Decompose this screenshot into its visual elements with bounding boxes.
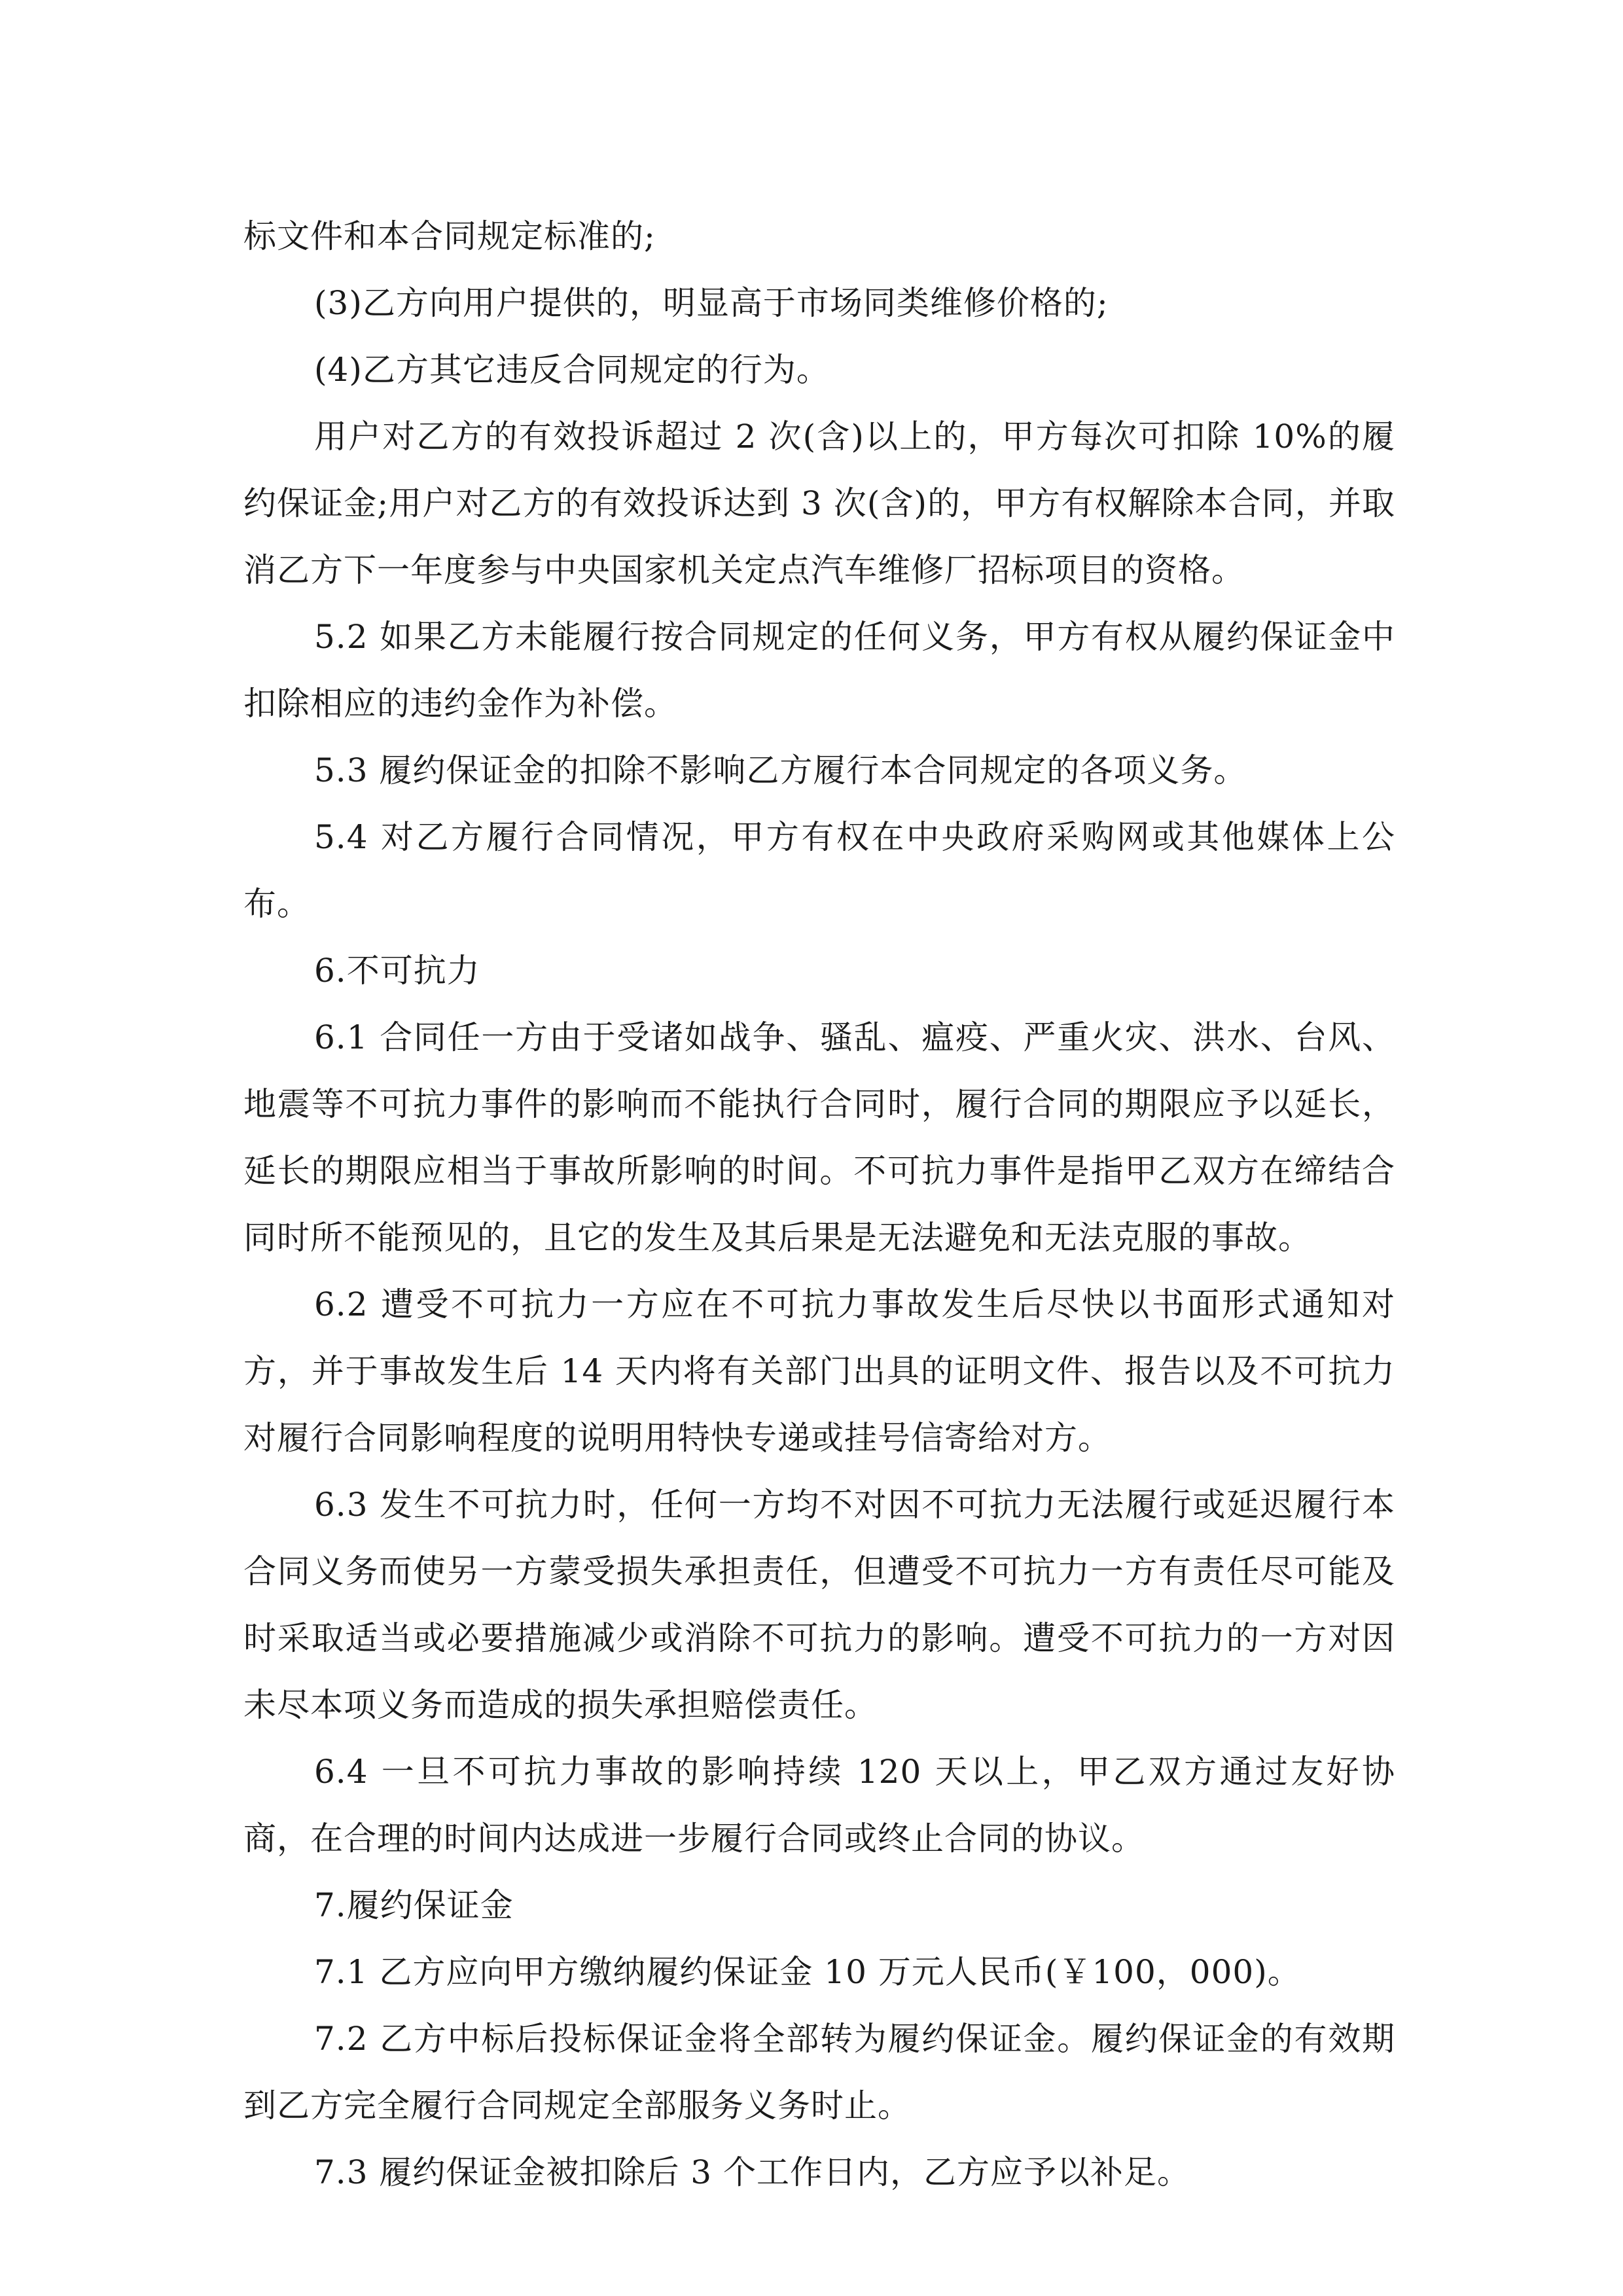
paragraph-item-3: (3)乙方向用户提供的，明显高于市场同类维修价格的; [314, 284, 1109, 322]
clause-6-3: 6.3 发生不可抗力时，任何一方均不对因不可抗力无法履行或延迟履行本合同义务而使另一方蒙受损失承担责任，但遭受不可抗力一方有责任尽可能及时采取适当或必要措施减少或消除不可抗力的影响。遭受不可抗力的一方对因未尽本项义务而造成的损失承担赔偿责任。 [243, 1486, 1395, 1724]
clause-5-2: 5.2 如果乙方未能履行按合同规定的任何义务，甲方有权从履约保证金中扣除相应的违约金作为补偿。 [243, 618, 1395, 723]
clause-7-2: 7.2 乙方中标后投标保证金将全部转为履约保证金。履约保证金的有效期到乙方完全履行合同规定全部服务义务时止。 [243, 2020, 1395, 2125]
clause-5-4: 5.4 对乙方履行合同情况，甲方有权在中央政府采购网或其他媒体上公布。 [243, 818, 1395, 923]
paragraph-item-4: (4)乙方其它违反合同规定的行为。 [314, 351, 830, 389]
clause-5-3: 5.3 履约保证金的扣除不影响乙方履行本合同规定的各项义务。 [314, 751, 1247, 789]
clause-6-4: 6.4 一旦不可抗力事故的影响持续 120 天以上，甲乙双方通过友好协商，在合理的时间内达成进一步履行合同或终止合同的协议。 [243, 1753, 1395, 1857]
clause-7-1: 7.1 乙方应向甲方缴纳履约保证金 10 万元人民币(￥100，000)。 [314, 1953, 1301, 1991]
clause-6-2: 6.2 遭受不可抗力一方应在不可抗力事故发生后尽快以书面形式通知对方，并于事故发生后 14 天内将有关部门出具的证明文件、报告以及不可抗力对履行合同影响程度的说明用特快专递或挂号信寄给对方。 [243, 1285, 1395, 1457]
section-6-heading: 6.不可抗力 [314, 952, 480, 990]
clause-6-1: 6.1 合同任一方由于受诸如战争、骚乱、瘟疫、严重火灾、洪水、台风、地震等不可抗力事件的影响而不能执行合同时，履行合同的期限应予以延长，延长的期限应相当于事故所影响的时间。不可抗力事件是指甲乙双方在缔结合同时所不能预见的，且它的发生及其后果是无法避免和无法克服的事故。 [243, 1018, 1395, 1257]
section-7-heading: 7.履约保证金 [314, 1886, 514, 1924]
paragraph-complaints: 用户对乙方的有效投诉超过 2 次(含)以上的，甲方每次可扣除 10%的履约保证金;用户对乙方的有效投诉达到 3 次(含)的，甲方有权解除本合同，并取消乙方下一年度参与中央国家机关定点汽车维修厂招标项目的资格。 [243, 418, 1395, 589]
document-body [243, 203, 1395, 2206]
paragraph-continuation: 标文件和本合同规定标准的; [243, 217, 656, 255]
clause-7-3: 7.3 履约保证金被扣除后 3 个工作日内，乙方应予以补足。 [314, 2153, 1191, 2191]
